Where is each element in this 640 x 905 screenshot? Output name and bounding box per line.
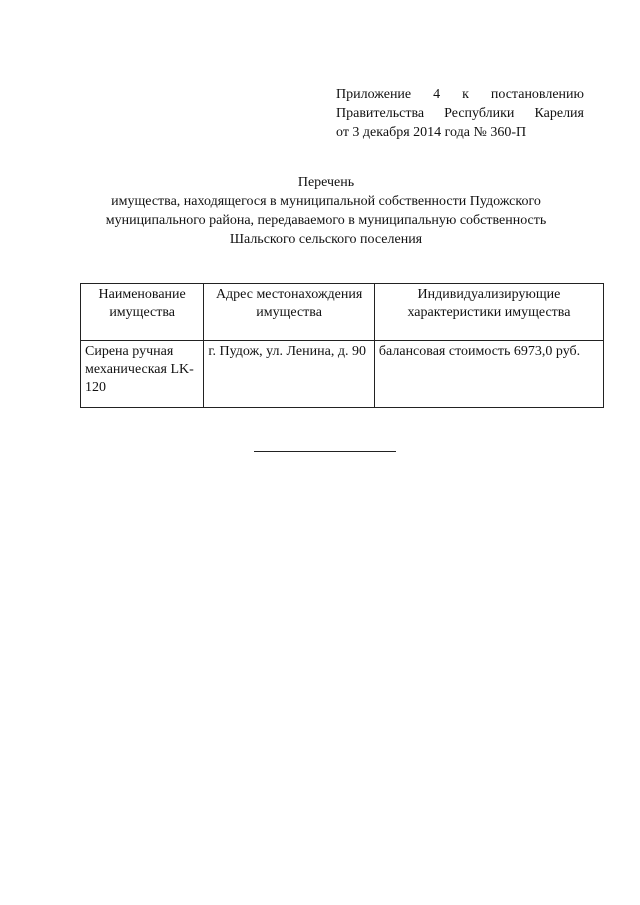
heading-line-3: Шальского сельского поселения — [229, 232, 423, 247]
header-address: Адрес местонахождения имущества — [204, 284, 375, 341]
header-characteristics: Индивидуализирующие характеристики имущества — [374, 284, 603, 341]
document-heading — [60, 173, 592, 249]
header-property-name: Наименование имущества — [81, 284, 204, 341]
appendix-reference — [336, 85, 584, 142]
appendix-line-1: Приложение 4 к постановлению — [336, 87, 584, 102]
cell-property-name: Сирена ручная механическая LK-120 — [81, 341, 204, 408]
heading-line-2: муниципального района, передаваемого в муниципальную собственность — [105, 213, 547, 228]
property-table — [80, 283, 604, 408]
table-header-row — [81, 284, 604, 341]
table-row — [81, 341, 604, 408]
cell-address: г. Пудож, ул. Ленина, д. 90 — [204, 341, 375, 408]
heading-line-1: имущества, находящегося в муниципальной собственности Пудожского — [111, 194, 541, 209]
appendix-line-3: от 3 декабря 2014 года № 360-П — [336, 125, 527, 140]
appendix-line-2: Правительства Республики Карелия — [336, 106, 584, 121]
closing-divider — [254, 451, 396, 452]
document-title: Перечень — [297, 175, 355, 190]
cell-characteristics: балансовая стоимость 6973,0 руб. — [374, 341, 603, 408]
